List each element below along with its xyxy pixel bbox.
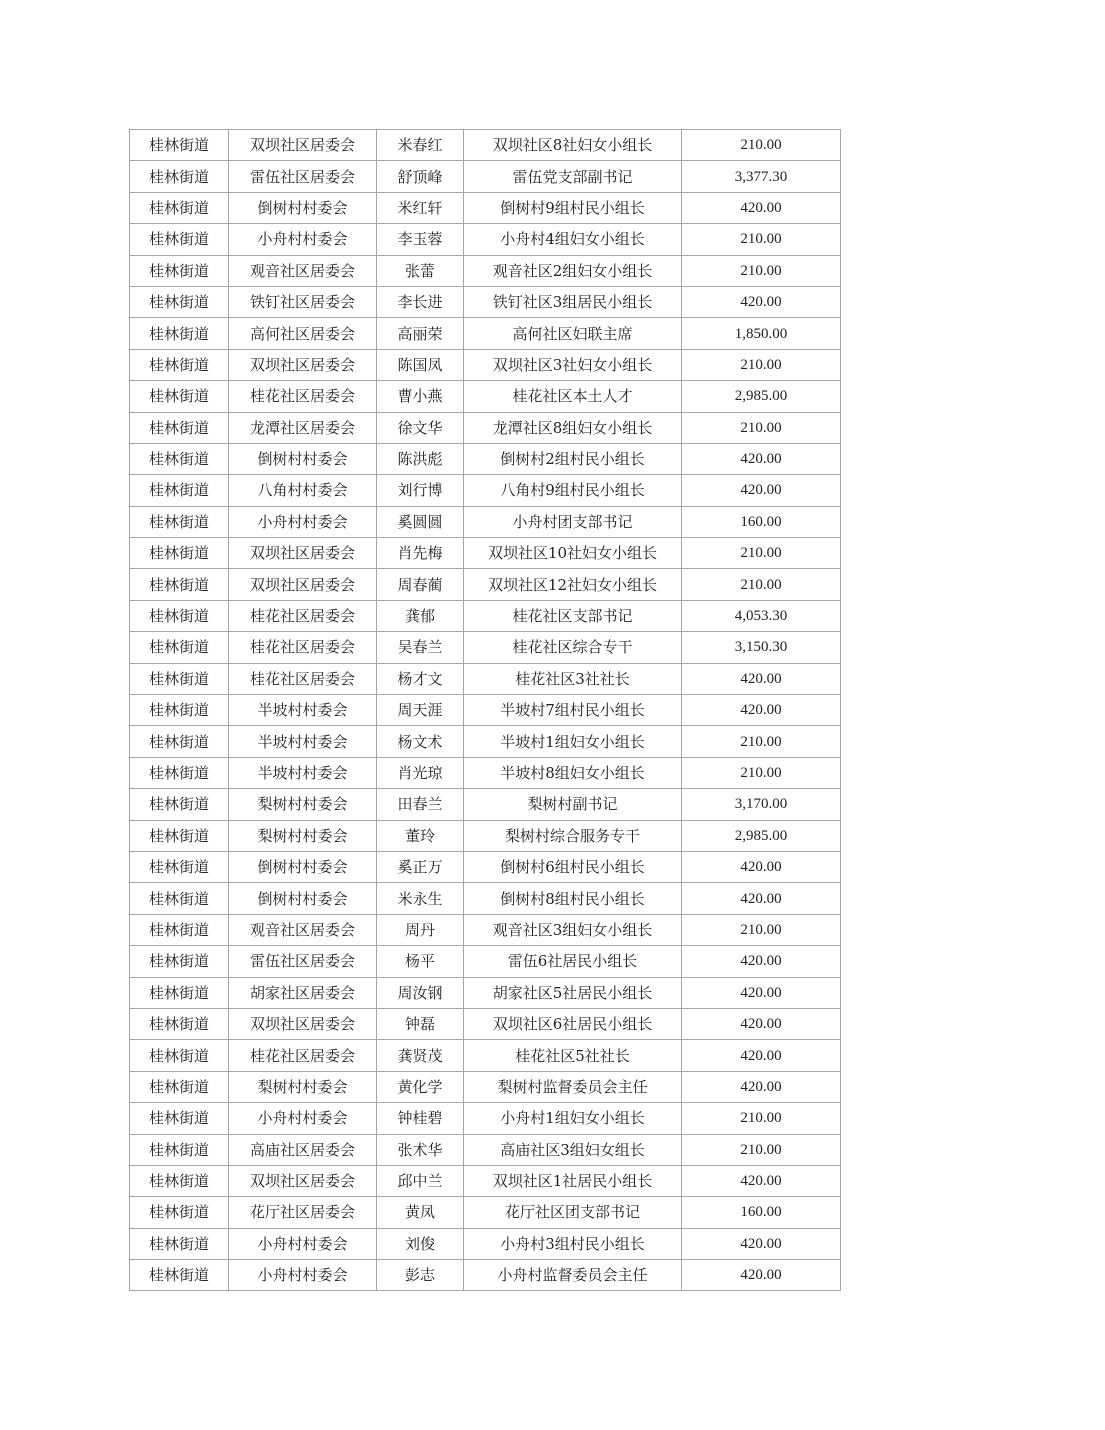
position-cell: 八角村9组村民小组长 <box>464 475 682 506</box>
position-cell: 双坝社区10社妇女小组长 <box>464 538 682 569</box>
table-row <box>130 349 841 380</box>
table-row <box>130 695 841 726</box>
street-cell: 桂林街道 <box>130 789 229 820</box>
committee-cell: 桂花社区居委会 <box>229 381 377 412</box>
street-cell: 桂林街道 <box>130 569 229 600</box>
street-cell: 桂林街道 <box>130 349 229 380</box>
street-cell: 桂林街道 <box>130 1134 229 1165</box>
person-name-cell: 米红轩 <box>377 192 464 223</box>
street-cell: 桂林街道 <box>130 475 229 506</box>
amount-cell: 3,170.00 <box>682 789 841 820</box>
amount-cell: 210.00 <box>682 757 841 788</box>
position-cell: 小舟村3组村民小组长 <box>464 1228 682 1259</box>
street-cell: 桂林街道 <box>130 255 229 286</box>
amount-cell: 4,053.30 <box>682 600 841 631</box>
person-name-cell: 张术华 <box>377 1134 464 1165</box>
position-cell: 双坝社区8社妇女小组长 <box>464 130 682 161</box>
table-row <box>130 789 841 820</box>
amount-cell: 210.00 <box>682 1103 841 1134</box>
street-cell: 桂林街道 <box>130 914 229 945</box>
person-name-cell: 田春兰 <box>377 789 464 820</box>
street-cell: 桂林街道 <box>130 506 229 537</box>
amount-cell: 2,985.00 <box>682 820 841 851</box>
committee-cell: 半坡村村委会 <box>229 757 377 788</box>
table-row <box>130 600 841 631</box>
amount-cell: 420.00 <box>682 1071 841 1102</box>
table-row <box>130 1040 841 1071</box>
table-row <box>130 224 841 255</box>
position-cell: 双坝社区1社居民小组长 <box>464 1165 682 1196</box>
position-cell: 小舟村监督委员会主任 <box>464 1260 682 1291</box>
street-cell: 桂林街道 <box>130 412 229 443</box>
committee-cell: 花厅社区居委会 <box>229 1197 377 1228</box>
committee-cell: 桂花社区居委会 <box>229 632 377 663</box>
table-row <box>130 569 841 600</box>
street-cell: 桂林街道 <box>130 663 229 694</box>
person-name-cell: 陈洪彪 <box>377 443 464 474</box>
person-name-cell: 高丽荣 <box>377 318 464 349</box>
position-cell: 胡家社区5社居民小组长 <box>464 977 682 1008</box>
table-row <box>130 946 841 977</box>
position-cell: 雷伍6社居民小组长 <box>464 946 682 977</box>
person-name-cell: 肖光琼 <box>377 757 464 788</box>
committee-cell: 双坝社区居委会 <box>229 130 377 161</box>
table-row <box>130 1071 841 1102</box>
position-cell: 雷伍党支部副书记 <box>464 161 682 192</box>
subsidy-table <box>129 129 841 1291</box>
position-cell: 小舟村4组妇女小组长 <box>464 224 682 255</box>
committee-cell: 龙潭社区居委会 <box>229 412 377 443</box>
committee-cell: 桂花社区居委会 <box>229 1040 377 1071</box>
street-cell: 桂林街道 <box>130 600 229 631</box>
committee-cell: 小舟村村委会 <box>229 506 377 537</box>
person-name-cell: 张蕾 <box>377 255 464 286</box>
committee-cell: 半坡村村委会 <box>229 726 377 757</box>
person-name-cell: 黄凤 <box>377 1197 464 1228</box>
position-cell: 双坝社区12社妇女小组长 <box>464 569 682 600</box>
amount-cell: 420.00 <box>682 1165 841 1196</box>
table-row <box>130 506 841 537</box>
committee-cell: 双坝社区居委会 <box>229 569 377 600</box>
table-row <box>130 1260 841 1291</box>
amount-cell: 210.00 <box>682 349 841 380</box>
table-row <box>130 632 841 663</box>
position-cell: 铁钉社区3组居民小组长 <box>464 286 682 317</box>
street-cell: 桂林街道 <box>130 538 229 569</box>
street-cell: 桂林街道 <box>130 286 229 317</box>
person-name-cell: 米春红 <box>377 130 464 161</box>
amount-cell: 210.00 <box>682 726 841 757</box>
amount-cell: 2,985.00 <box>682 381 841 412</box>
amount-cell: 420.00 <box>682 192 841 223</box>
committee-cell: 桂花社区居委会 <box>229 663 377 694</box>
street-cell: 桂林街道 <box>130 757 229 788</box>
committee-cell: 双坝社区居委会 <box>229 1165 377 1196</box>
street-cell: 桂林街道 <box>130 192 229 223</box>
amount-cell: 420.00 <box>682 977 841 1008</box>
committee-cell: 小舟村村委会 <box>229 1260 377 1291</box>
amount-cell: 210.00 <box>682 412 841 443</box>
person-name-cell: 刘俊 <box>377 1228 464 1259</box>
position-cell: 倒树村8组村民小组长 <box>464 883 682 914</box>
table-row <box>130 412 841 443</box>
position-cell: 倒树村6组村民小组长 <box>464 851 682 882</box>
table-body <box>130 130 841 1291</box>
person-name-cell: 奚圆圆 <box>377 506 464 537</box>
table-row <box>130 1165 841 1196</box>
table-row <box>130 318 841 349</box>
amount-cell: 210.00 <box>682 569 841 600</box>
amount-cell: 3,150.30 <box>682 632 841 663</box>
person-name-cell: 李长进 <box>377 286 464 317</box>
committee-cell: 高何社区居委会 <box>229 318 377 349</box>
person-name-cell: 奚正万 <box>377 851 464 882</box>
amount-cell: 160.00 <box>682 1197 841 1228</box>
position-cell: 观音社区3组妇女小组长 <box>464 914 682 945</box>
person-name-cell: 董玲 <box>377 820 464 851</box>
person-name-cell: 陈国凤 <box>377 349 464 380</box>
person-name-cell: 曹小燕 <box>377 381 464 412</box>
position-cell: 龙潭社区8组妇女小组长 <box>464 412 682 443</box>
committee-cell: 八角村村委会 <box>229 475 377 506</box>
amount-cell: 420.00 <box>682 286 841 317</box>
committee-cell: 双坝社区居委会 <box>229 1008 377 1039</box>
amount-cell: 420.00 <box>682 1040 841 1071</box>
committee-cell: 观音社区居委会 <box>229 914 377 945</box>
position-cell: 双坝社区6社居民小组长 <box>464 1008 682 1039</box>
table-row <box>130 286 841 317</box>
position-cell: 桂花社区综合专干 <box>464 632 682 663</box>
street-cell: 桂林街道 <box>130 1165 229 1196</box>
street-cell: 桂林街道 <box>130 224 229 255</box>
street-cell: 桂林街道 <box>130 1197 229 1228</box>
table-row <box>130 538 841 569</box>
street-cell: 桂林街道 <box>130 632 229 663</box>
table-row <box>130 851 841 882</box>
person-name-cell: 彭志 <box>377 1260 464 1291</box>
committee-cell: 雷伍社区居委会 <box>229 161 377 192</box>
committee-cell: 梨树村村委会 <box>229 1071 377 1102</box>
amount-cell: 210.00 <box>682 224 841 255</box>
committee-cell: 雷伍社区居委会 <box>229 946 377 977</box>
position-cell: 花厅社区团支部书记 <box>464 1197 682 1228</box>
amount-cell: 160.00 <box>682 506 841 537</box>
person-name-cell: 米永生 <box>377 883 464 914</box>
position-cell: 桂花社区本土人才 <box>464 381 682 412</box>
position-cell: 桂花社区5社社长 <box>464 1040 682 1071</box>
committee-cell: 双坝社区居委会 <box>229 538 377 569</box>
table-row <box>130 1134 841 1165</box>
person-name-cell: 龚贤茂 <box>377 1040 464 1071</box>
table-row <box>130 161 841 192</box>
street-cell: 桂林街道 <box>130 726 229 757</box>
committee-cell: 倒树村村委会 <box>229 883 377 914</box>
person-name-cell: 徐文华 <box>377 412 464 443</box>
amount-cell: 420.00 <box>682 695 841 726</box>
position-cell: 双坝社区3社妇女小组长 <box>464 349 682 380</box>
table-row <box>130 255 841 286</box>
committee-cell: 双坝社区居委会 <box>229 349 377 380</box>
amount-cell: 420.00 <box>682 883 841 914</box>
committee-cell: 胡家社区居委会 <box>229 977 377 1008</box>
street-cell: 桂林街道 <box>130 1071 229 1102</box>
person-name-cell: 周天涯 <box>377 695 464 726</box>
committee-cell: 小舟村村委会 <box>229 1228 377 1259</box>
table-row <box>130 820 841 851</box>
street-cell: 桂林街道 <box>130 161 229 192</box>
amount-cell: 420.00 <box>682 851 841 882</box>
table-row <box>130 726 841 757</box>
position-cell: 半坡村8组妇女小组长 <box>464 757 682 788</box>
person-name-cell: 杨平 <box>377 946 464 977</box>
committee-cell: 观音社区居委会 <box>229 255 377 286</box>
street-cell: 桂林街道 <box>130 381 229 412</box>
person-name-cell: 邱中兰 <box>377 1165 464 1196</box>
position-cell: 梨树村监督委员会主任 <box>464 1071 682 1102</box>
amount-cell: 210.00 <box>682 914 841 945</box>
table-row <box>130 977 841 1008</box>
amount-cell: 420.00 <box>682 475 841 506</box>
street-cell: 桂林街道 <box>130 1260 229 1291</box>
position-cell: 小舟村团支部书记 <box>464 506 682 537</box>
person-name-cell: 舒顶峰 <box>377 161 464 192</box>
table-row <box>130 1103 841 1134</box>
committee-cell: 桂花社区居委会 <box>229 600 377 631</box>
street-cell: 桂林街道 <box>130 1103 229 1134</box>
street-cell: 桂林街道 <box>130 1040 229 1071</box>
amount-cell: 210.00 <box>682 255 841 286</box>
street-cell: 桂林街道 <box>130 820 229 851</box>
committee-cell: 半坡村村委会 <box>229 695 377 726</box>
position-cell: 小舟村1组妇女小组长 <box>464 1103 682 1134</box>
person-name-cell: 吴春兰 <box>377 632 464 663</box>
amount-cell: 420.00 <box>682 946 841 977</box>
table-row <box>130 192 841 223</box>
position-cell: 桂花社区支部书记 <box>464 600 682 631</box>
table-row <box>130 130 841 161</box>
street-cell: 桂林街道 <box>130 1228 229 1259</box>
position-cell: 高何社区妇联主席 <box>464 318 682 349</box>
person-name-cell: 杨才文 <box>377 663 464 694</box>
table-row <box>130 914 841 945</box>
street-cell: 桂林街道 <box>130 1008 229 1039</box>
amount-cell: 210.00 <box>682 1134 841 1165</box>
person-name-cell: 刘行博 <box>377 475 464 506</box>
amount-cell: 210.00 <box>682 130 841 161</box>
street-cell: 桂林街道 <box>130 851 229 882</box>
committee-cell: 小舟村村委会 <box>229 1103 377 1134</box>
table-row <box>130 381 841 412</box>
table-row <box>130 443 841 474</box>
person-name-cell: 黄化学 <box>377 1071 464 1102</box>
amount-cell: 420.00 <box>682 1260 841 1291</box>
person-name-cell: 钟磊 <box>377 1008 464 1039</box>
committee-cell: 小舟村村委会 <box>229 224 377 255</box>
committee-cell: 倒树村村委会 <box>229 443 377 474</box>
person-name-cell: 杨文术 <box>377 726 464 757</box>
position-cell: 倒树村2组村民小组长 <box>464 443 682 474</box>
position-cell: 观音社区2组妇女小组长 <box>464 255 682 286</box>
amount-cell: 420.00 <box>682 663 841 694</box>
street-cell: 桂林街道 <box>130 977 229 1008</box>
position-cell: 高庙社区3组妇女组长 <box>464 1134 682 1165</box>
committee-cell: 倒树村村委会 <box>229 192 377 223</box>
person-name-cell: 钟桂碧 <box>377 1103 464 1134</box>
position-cell: 半坡村7组村民小组长 <box>464 695 682 726</box>
amount-cell: 3,377.30 <box>682 161 841 192</box>
table-row <box>130 883 841 914</box>
person-name-cell: 周丹 <box>377 914 464 945</box>
committee-cell: 铁钉社区居委会 <box>229 286 377 317</box>
table-row <box>130 1228 841 1259</box>
street-cell: 桂林街道 <box>130 883 229 914</box>
amount-cell: 210.00 <box>682 538 841 569</box>
table-row <box>130 1008 841 1039</box>
person-name-cell: 周春蔺 <box>377 569 464 600</box>
table-row <box>130 757 841 788</box>
table-row <box>130 475 841 506</box>
person-name-cell: 李玉蓉 <box>377 224 464 255</box>
person-name-cell: 周汝钢 <box>377 977 464 1008</box>
street-cell: 桂林街道 <box>130 695 229 726</box>
table-row <box>130 663 841 694</box>
amount-cell: 1,850.00 <box>682 318 841 349</box>
amount-cell: 420.00 <box>682 443 841 474</box>
amount-cell: 420.00 <box>682 1228 841 1259</box>
committee-cell: 梨树村村委会 <box>229 789 377 820</box>
table-row <box>130 1197 841 1228</box>
position-cell: 桂花社区3社社长 <box>464 663 682 694</box>
position-cell: 梨树村副书记 <box>464 789 682 820</box>
position-cell: 梨树村综合服务专干 <box>464 820 682 851</box>
position-cell: 半坡村1组妇女小组长 <box>464 726 682 757</box>
street-cell: 桂林街道 <box>130 318 229 349</box>
committee-cell: 高庙社区居委会 <box>229 1134 377 1165</box>
street-cell: 桂林街道 <box>130 130 229 161</box>
street-cell: 桂林街道 <box>130 443 229 474</box>
person-name-cell: 龚郁 <box>377 600 464 631</box>
street-cell: 桂林街道 <box>130 946 229 977</box>
position-cell: 倒树村9组村民小组长 <box>464 192 682 223</box>
person-name-cell: 肖先梅 <box>377 538 464 569</box>
committee-cell: 倒树村村委会 <box>229 851 377 882</box>
committee-cell: 梨树村村委会 <box>229 820 377 851</box>
amount-cell: 420.00 <box>682 1008 841 1039</box>
